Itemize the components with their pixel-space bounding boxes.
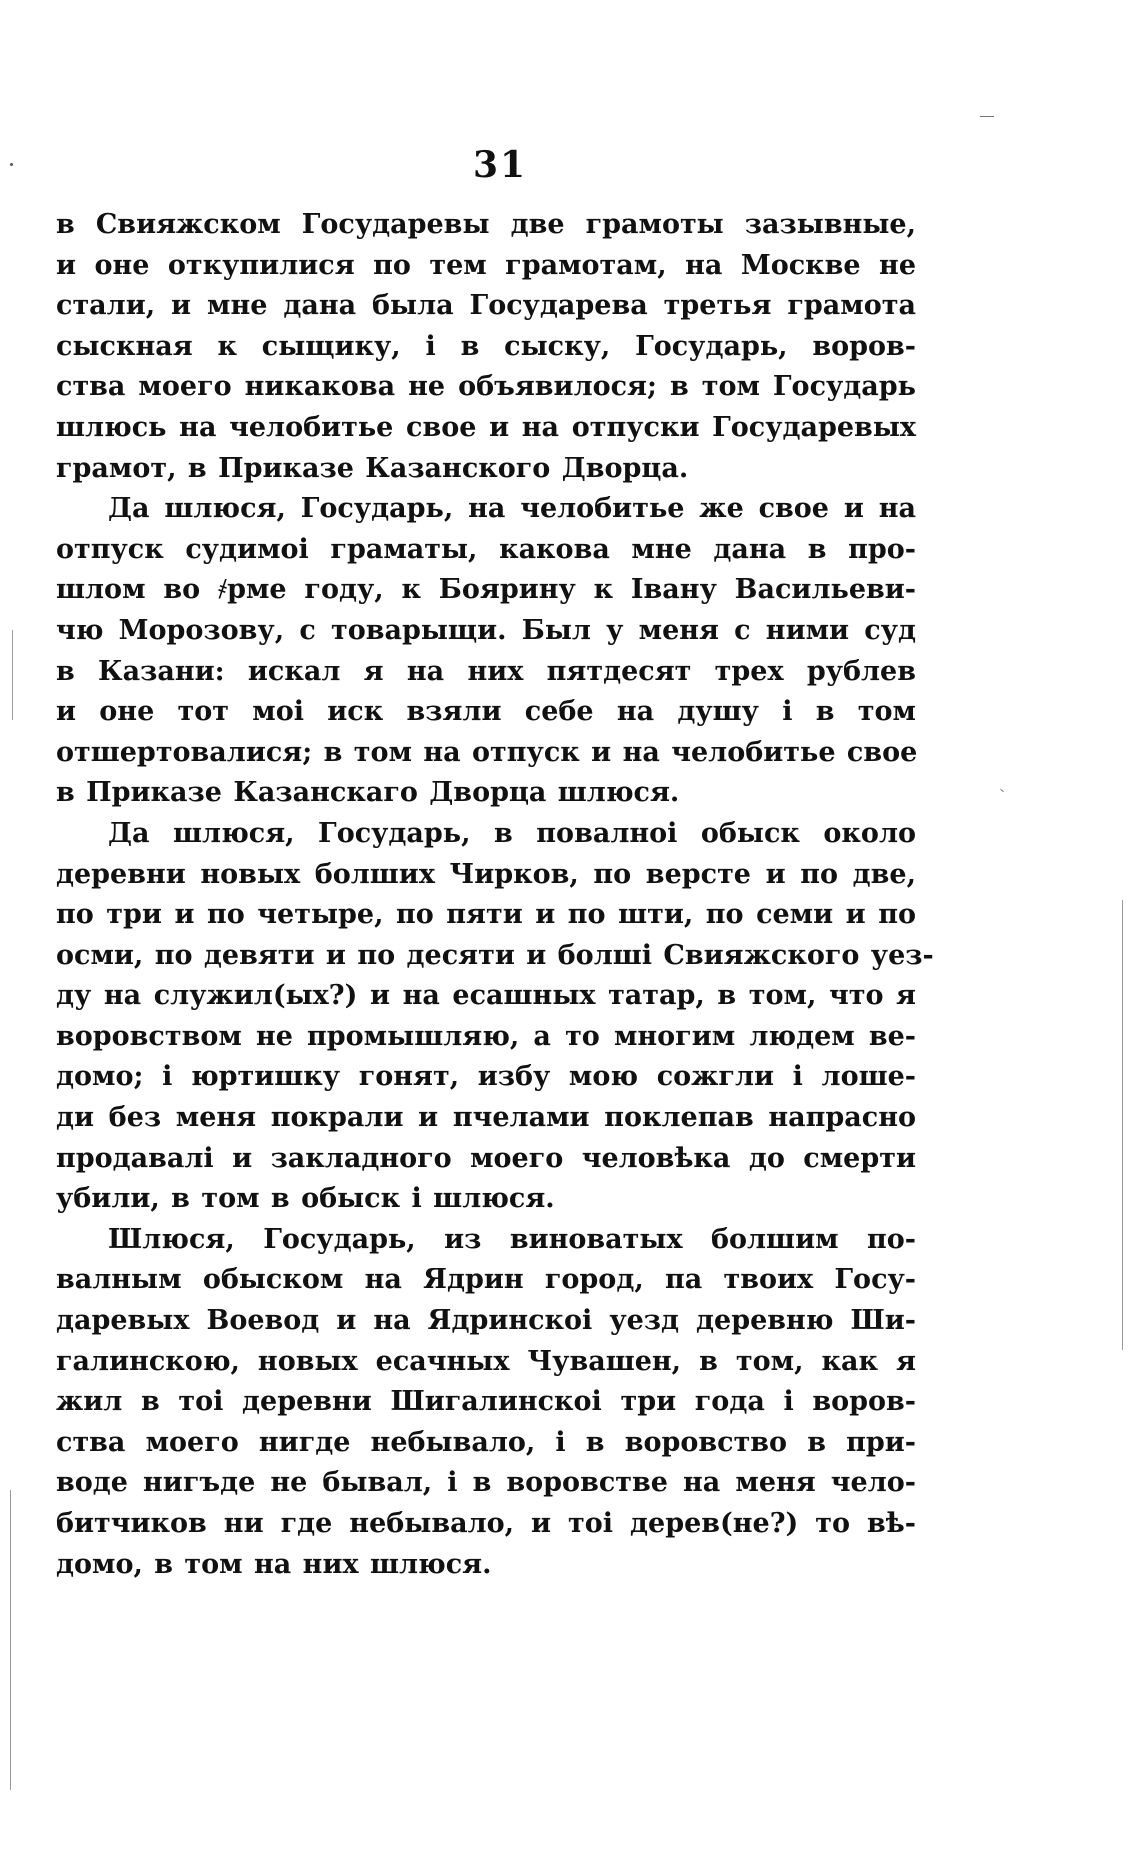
text-line: отшертовалися; в том на отпуск и на челобитье свое bbox=[56, 736, 918, 768]
scan-edge-mark bbox=[12, 630, 13, 720]
scan-speck bbox=[980, 116, 994, 117]
text-line: воровством не промышляю, а то многим людем ве- bbox=[56, 1020, 916, 1052]
text-line: деревни новых болших Чирков, по версте и по две, bbox=[56, 858, 916, 890]
text-line: домо; і юртишку гонят, избу мою сожгли і лоше- bbox=[56, 1061, 916, 1093]
text-line: ди без меня покрали и пчелами поклепав напрасно bbox=[56, 1102, 916, 1134]
body-text bbox=[56, 205, 934, 1585]
text-line: домо, в том на них шлюся. bbox=[56, 1548, 492, 1580]
scan-edge-mark bbox=[1122, 900, 1123, 1350]
text-line: ду на служил(ых?) и на есашных татар, в том, что я bbox=[56, 980, 916, 1012]
text-line: валным обыском на Ядрин город, па твоих Госу- bbox=[56, 1264, 916, 1296]
scan-edge-mark bbox=[10, 1490, 11, 1790]
text-line: сыскная к сыщику, і в сыску, Государь, воров- bbox=[56, 330, 916, 362]
text-line: чю Морозову, с товарыщи. Был у меня с ними суд bbox=[56, 614, 916, 646]
text-line: в Свияжском Государевы две грамоты зазывные, bbox=[56, 209, 916, 240]
text-line: шлом во ҂рме году, к Боярину к Івану Васильеви- bbox=[56, 574, 916, 606]
page-number: 31 bbox=[472, 144, 528, 186]
text-line: ства моего никакова не объявилося; в том Государь bbox=[56, 371, 916, 403]
text-line: отпуск судимоі граматы, какова мне дана в про- bbox=[56, 533, 916, 565]
text-line: в Казани: искал я на них пятдесят трех рублев bbox=[56, 655, 916, 687]
text-line: галинскою, новых есачных Чувашен, в том, как я bbox=[56, 1345, 916, 1377]
text-line: шлюсь на челобитье свое и на отпуски Государевых bbox=[56, 411, 916, 443]
text-line: продавалі и закладного моего человѣка до смерти bbox=[56, 1142, 916, 1174]
text-line: осми, по девяти и по десяти и болші Свияжского уез- bbox=[56, 939, 934, 971]
text-line: битчиков ни где небывало, и тоі дерев(не?) то вѣ- bbox=[56, 1508, 916, 1539]
text-line: ства моего нигде небывало, і в воровство в при- bbox=[56, 1426, 916, 1458]
text-line: и оне откупилися по тем грамотам, на Москве не bbox=[56, 249, 916, 281]
scan-speck bbox=[1000, 789, 1004, 792]
text-line: в Приказе Казанскаго Дворца шлюся. bbox=[56, 777, 680, 809]
text-line: по три и по четыре, по пяти и по шти, по семи и по bbox=[56, 899, 916, 931]
text-line: Да шлюся, Государь, в повалноі обыск около bbox=[108, 817, 916, 849]
text-line: жил в тоі деревни Шигалинскоі три года і воров- bbox=[56, 1386, 916, 1418]
text-line: убили, в том в обыск і шлюся. bbox=[56, 1183, 555, 1215]
text-line: Шлюся, Государь, из виноватых болшим по- bbox=[108, 1223, 916, 1255]
text-line: стали, и мне дана была Государева третья грамота bbox=[56, 290, 916, 322]
text-line: Да шлюся, Государь, на челобитье же свое и на bbox=[108, 493, 916, 525]
text-line: даревых Воевод и на Ядринскоі уезд деревню Ши- bbox=[56, 1305, 916, 1337]
text-line: грамот, в Приказе Казанского Дворца. bbox=[56, 452, 689, 484]
text-line: и оне тот моі иск взяли себе на душу і в том bbox=[56, 696, 916, 728]
text-line: воде нигъде не бывал, і в воровстве на меня чело- bbox=[56, 1467, 916, 1499]
